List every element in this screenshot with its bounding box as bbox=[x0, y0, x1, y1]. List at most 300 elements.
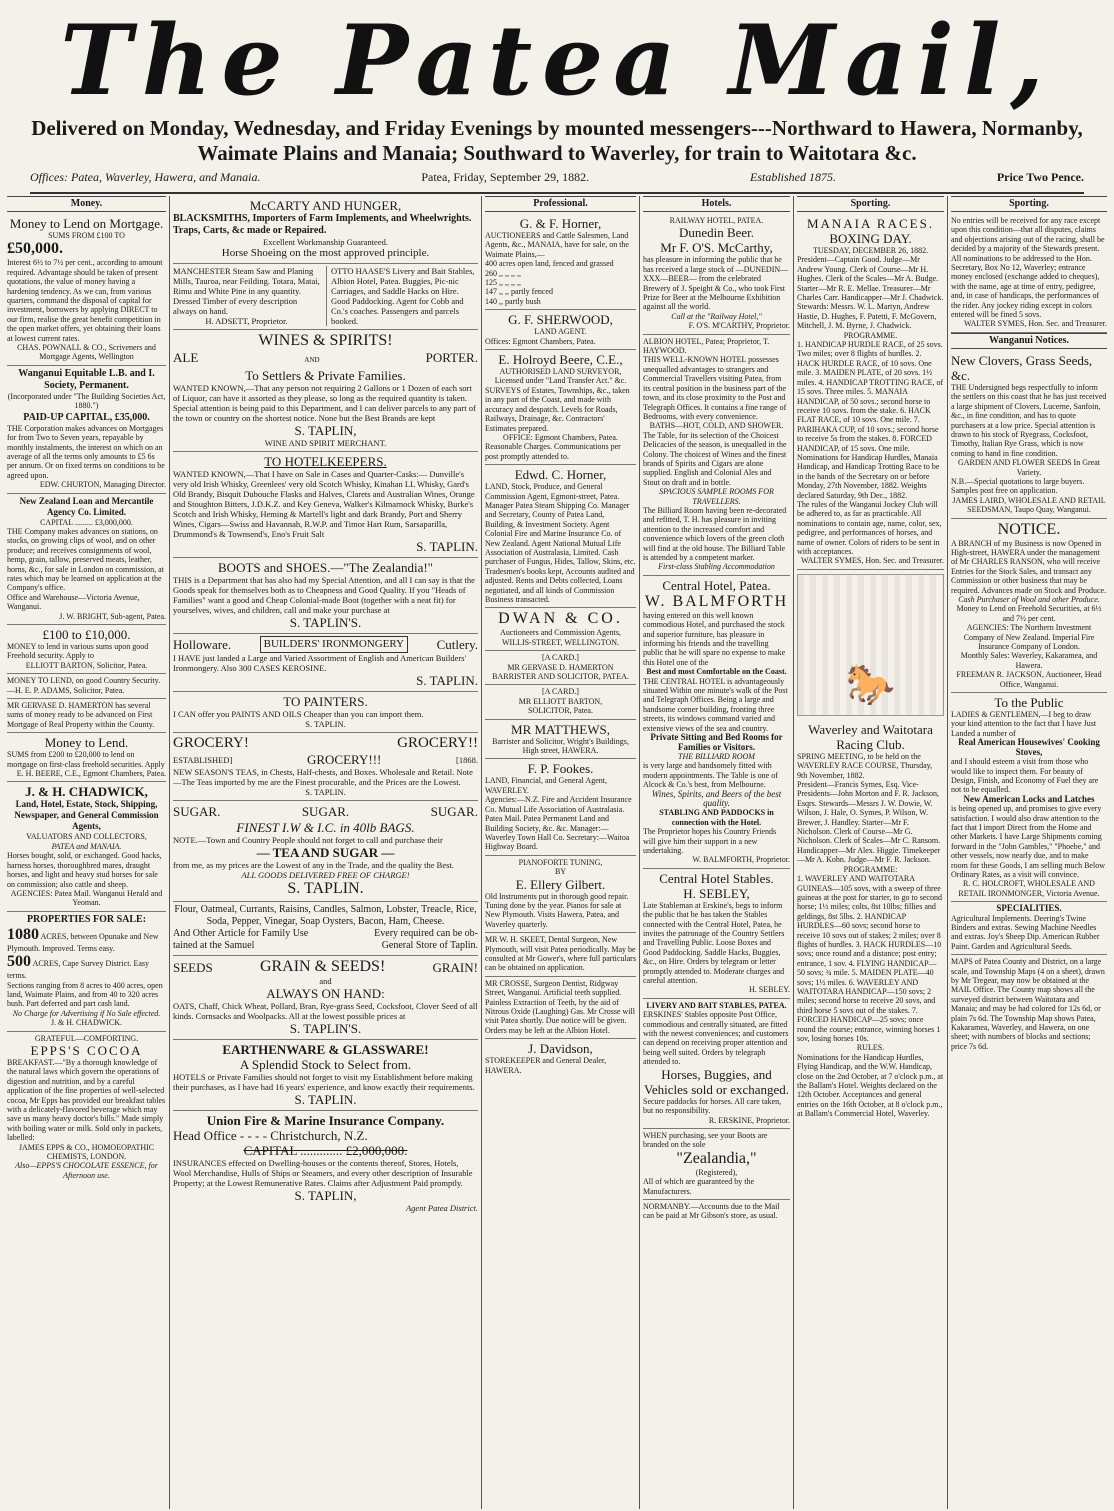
section-heading-sporting: Sporting. bbox=[951, 196, 1107, 212]
land-row: 147 ,, ,, partly fenced bbox=[485, 287, 553, 297]
ad-agencies: AGENCIES: The Northern Investment Company of New Zealand. Imperial Fire Insurance Company of London. bbox=[963, 623, 1095, 652]
grain-label: GRAIN! bbox=[432, 959, 478, 975]
ad-title: To the Public bbox=[994, 695, 1064, 711]
ad-title: Money to Lend. bbox=[44, 735, 129, 751]
ad-line: Money to Lend on Freehold Securities, at 6½ and 7½ per cent. bbox=[956, 604, 1102, 623]
ad-title: Union Fire & Marine Insurance Company. bbox=[206, 1113, 445, 1128]
ad-body: NOTE.—Town and Country People should not forget to call and purchase their bbox=[173, 835, 443, 845]
ad-body: SURVEYS of Estates, Townships, &c., taken in any part of the Coast, and made with accuracy and despatch. Levels for Roads, Railways, Drainage, &c. Contractors' Estimates prepared. bbox=[485, 385, 630, 433]
ad-line: VALUATORS AND COLLECTORS, bbox=[26, 832, 147, 842]
ad-body: Nominations for the Handicap Hurdles, Flying Handicap, and the W.W. Handicap, close on the 2nd October, at 7 o'clock p.m., at the Ballam's Hotel. Weights declared on the 12th October. Acceptances and general entries on the 16th October, at 8 o'clock p.m., at Ballam's Commercial Hotel, Waverley. bbox=[797, 1052, 944, 1119]
ad-title: Edwd. C. Horner, bbox=[514, 467, 607, 483]
ad-body: and I should esteem a visit from those who would like to inspect them. For beauty of Design, Finish, and Economy of Fuel they are not to be equalled. bbox=[951, 757, 1099, 795]
ad-officers: President—Captain Good. Judge—Mr Andrew Young. Clerk of Course—Mr H. Hughes. Clerk of the Scales—Mr A. Budge. Starter—Mr R. E. Mellae. Treasurer—Mr Charles Carr. Handicapper—Mr J. Chadwick. bbox=[797, 255, 944, 303]
ad-subtitle: LAND AGENT. bbox=[534, 327, 587, 337]
masthead bbox=[0, 6, 1114, 166]
programme-label: PROGRAMME: bbox=[843, 864, 898, 874]
ad-subtitle: AUTHORISED LAND SURVEYOR, Licensed under "Land Transfer Act." &c. bbox=[494, 367, 627, 386]
ad-note: N.B.—Special quotations to large buyers. Samples post free on application. bbox=[951, 476, 1085, 496]
acreage-text: ACRES, between Opunake and New Plymouth. Improved. Terms easy. bbox=[7, 931, 159, 953]
ad-name: H. SEBLEY, bbox=[683, 885, 750, 901]
sugar-label: SUGAR. bbox=[301, 804, 350, 819]
ad-manaia-races bbox=[797, 214, 944, 570]
ad-line: BATHS—HOT, COLD, AND SHOWER. bbox=[649, 421, 784, 431]
ad-body: No entries will be received for any race except upon this condition—that all disputes, claims and objections arising out of the racing, shall be decided by a majority of the Stewards present. All nominations to be addressed to the Hon. Secretary, Box No 12, Waverley; entrance money enclosed (exchange added to cheques), with the name, age at time of entry, pedigree, and, in case of handicaps, the performances of the rider. Any jockey riding except in colors entered will be fined 5 sovs. bbox=[951, 216, 1105, 320]
ad-line: GARDEN AND FLOWER SEEDS In Great Variety. bbox=[958, 458, 1100, 477]
grocery-label: GROCERY!!! bbox=[306, 752, 382, 767]
ad-line: (Registered), bbox=[695, 1167, 738, 1177]
ad-capital: CAPITAL ......... £3,000,000. bbox=[40, 517, 133, 527]
ad-grain-seeds bbox=[173, 956, 478, 1040]
ad-signature: JAMES EPPS & CO., HOMOEOPATHIC CHEMISTS, LONDON. bbox=[18, 1142, 155, 1162]
ad-body: WANTED KNOWN,—That I have on Sale in Cases and Quarter-Casks:— Dunville's very old Irish Whisky, Greenlees' very old Scotch Whisky, Kinahan LL Whisky, Gard's Old Brandy, Bisquit Dubouche Flasks and Halves, Clarets and Australian Wines, Orange and Stoughton Bitters, J.D.K.Z. and Key Geneva, Walker's Kilmarnock Whisky, Burke's Scotch and Irish Whisky, Heming & Martell's light and dark Brandy, Port and Sherry Wines, Cigars—Swiss and Havannah, R.W.P. and Timor Hart Rum, Sarsaparilla, Drummond's & Townsend's, Eno's Fruit Salt bbox=[173, 469, 475, 539]
ad-body: The Proprietor hopes his Country Friends will give him their support in a new undertaking. bbox=[643, 827, 777, 855]
ad-epps-cocoa bbox=[7, 1032, 166, 1184]
ad-line: Real American Housewives' Cooking Stoves, bbox=[958, 737, 1100, 757]
year-label: [1868. bbox=[456, 754, 478, 765]
ad-sherwood bbox=[485, 310, 636, 350]
ad-body: INSURANCES effected on Dwelling-houses or the contents thereof, Stores, Hotels, Wool Merchandise, Hulls of Ships or Steamers, and every other description of Insurable Property; at the Lowest Remunerative Rates. Claims after Adjustment Paid promptly. bbox=[173, 1158, 473, 1188]
column-money bbox=[4, 196, 170, 1509]
ad-subtitle: FINEST I.W & I.C. in 40lb BAGS. bbox=[236, 820, 415, 835]
ad-line: SPACIOUS SAMPLE ROOMS FOR TRAVELLERS. bbox=[659, 487, 774, 506]
ad-body: AUCTIONEERS and Cattle Salesmen, Land Agents, &c., MANAIA, have for sale, on the Waimate Plains,— bbox=[485, 231, 629, 259]
ad-note: ALL GOODS DELIVERED FREE OF CHARGE! bbox=[241, 870, 410, 880]
ad-list: Flour, Oatmeal, Currants, Raisins, Candles, Salmon, Lobster, Treacle, Rice, Soda, Pepper, Vinegar, Soap Oysters, Bacon, Ham, Cheese. bbox=[174, 904, 477, 927]
land-row: 125 ,, ,, ,, ,, bbox=[485, 278, 521, 288]
section-heading-professional: Professional. bbox=[485, 196, 636, 212]
ad-davidson bbox=[485, 1039, 636, 1078]
ad-subtitle: WINE AND SPIRIT MERCHANT. bbox=[264, 438, 387, 448]
ad-title: MANAIA RACES. bbox=[806, 216, 935, 231]
ad-signature: H. ADSETT, Proprietor. bbox=[205, 316, 288, 326]
ad-maps bbox=[951, 955, 1107, 1054]
ad-signature: S. TAPLIN'S. bbox=[289, 615, 362, 630]
ad-matthews bbox=[485, 720, 636, 760]
ad-title: PROPERTIES FOR SALE: bbox=[26, 913, 147, 925]
ad-hotelkeepers bbox=[173, 452, 478, 558]
ad-head-office: Head Office - - - - Christchurch, N.Z. bbox=[173, 1128, 368, 1143]
ad-body: THE Company makes advances on stations, on stocks, on growing clips of wool, and on other produce; and receives consignments of wool, hemp, grain, tallow, preserved meats, leather, horns, &c., for sale in London on commission, at rates which may be learned on application at the Company's office. bbox=[7, 526, 164, 593]
ad-body: Barrister and Solicitor, Wright's Buildings, High street, HAWERA. bbox=[492, 736, 629, 756]
ad-subtitle: ALWAYS ON HAND: bbox=[266, 986, 385, 1001]
acreage-text: ACRES, Cape Survey District. Easy terms. bbox=[7, 959, 149, 981]
ad-title: MR MATTHEWS, bbox=[511, 721, 610, 737]
brand-name: "Zealandia," bbox=[676, 1149, 757, 1167]
ad-union-insurance bbox=[173, 1111, 478, 1216]
ad-title: New Clovers, Grass Seeds, &c. bbox=[951, 352, 1093, 383]
ad-body: is being opened up, and promises to give every satisfaction. I would also draw attention to the fact that I import Direct from the Home and other Markets. I have Large Shipments coming forward in the "John Gambles," "Phoebe," and other vessels, now nearly due, and to make room for these Goods, I am selling much Below Ordinary Rates, as a visit will convince. bbox=[951, 804, 1105, 879]
ad-signature: EDW. CHURTON, Managing Director. bbox=[39, 480, 166, 490]
ad-name: Mr F. O'S. McCarthy, bbox=[660, 240, 773, 256]
column-taplin bbox=[170, 196, 482, 1509]
ad-title: PIANOFORTE TUNING, bbox=[518, 857, 603, 867]
ad-note: Call at the "Railway Hotel," bbox=[671, 311, 762, 321]
ad-line: New American Locks and Latches bbox=[963, 793, 1095, 804]
ad-zealandia-boots bbox=[643, 1129, 790, 1200]
price-text: Price Two Pence. bbox=[996, 169, 1084, 184]
ad-title: Money to Lend on Mortgage. bbox=[9, 216, 164, 231]
card-label: [A CARD.] bbox=[542, 687, 579, 697]
and-label: and bbox=[319, 976, 332, 986]
ad-title: EPPS'S COCOA bbox=[30, 1042, 143, 1058]
ad-title: J. Davidson, bbox=[528, 1041, 593, 1057]
ad-signature: H. SEBLEY. bbox=[749, 985, 790, 995]
ad-body: THIS WELL-KNOWN HOTEL possesses unequalled advantages to strangers and Commercial Travellers visiting Patea, from its central position in the business part of the town, and its close proximity to the Post and Telegraph Offices. It contains a fine range of Bedrooms, with every convenience. bbox=[643, 355, 787, 421]
ad-title: G. & F. Horner, bbox=[519, 216, 602, 231]
acreage-number: 1080 bbox=[7, 925, 39, 943]
ad-name: E. Ellery Gilbert. bbox=[515, 876, 606, 892]
ad-body: NORMANBY.—Accounts due to the Mail can be paid at Mr Gibson's store, as usual. bbox=[643, 1201, 780, 1221]
ad-line: THE BILLIARD ROOM bbox=[678, 751, 755, 761]
ad-body: THE CENTRAL HOTEL is advantageously situated Within one minute's walk of the Post and Telegraph Offices. Being a large and handsome corner building, fronting three streets, its windows command varied and extensive views of the sea and country. bbox=[643, 676, 788, 733]
programme-label: PROGRAMME. bbox=[843, 330, 898, 340]
ad-holcroft bbox=[951, 693, 1107, 902]
ad-grocery bbox=[173, 733, 478, 801]
delivery-subtitle: Delivered on Monday, Wednesday, and Friday Evenings by mounted messengers---Northward to Hawera, Normanby, Waimate Plains and Manaia; Southward to Waverley, for train to Waitotara &c. bbox=[31, 116, 1083, 165]
ad-body: MR GERVASE D. HAMERTON has several sums of money ready to be advanced on First Mortgage of Real Property within the County. bbox=[7, 701, 155, 729]
ad-signature: S. TAPLIN. bbox=[294, 1092, 357, 1107]
ad-title: ALBION HOTEL, Patea; Proprietor, T. HAYWOOD. bbox=[643, 336, 770, 356]
ad-subtitle: A Splendid Stock to Select from. bbox=[239, 1057, 412, 1072]
ad-signature: JAMES LAIRD, WHOLESALE AND RETAIL SEEDSMAN, Taupo Quay, Wanganui. bbox=[952, 495, 1106, 515]
ad-capital: CAPITAL ............. £2,000,000. bbox=[243, 1143, 408, 1158]
ad-signature: F. O'S. M'CARTHY, Proprietor. bbox=[688, 321, 790, 331]
ad-notice-jackson bbox=[951, 519, 1107, 694]
ad-specialities bbox=[951, 902, 1107, 955]
ad-place: PATEA and MANAIA. bbox=[51, 841, 122, 851]
issue-date: Patea, Friday, September 29, 1882. bbox=[421, 169, 590, 184]
ad-list: Manager Patea Steam Shipping Co. Manager and Secretary, County of Patea Land, Building, & Investment Society. Agent Colonial Fire and Marine Insurance Co. of New Zealand. Agent National Mutual Life Association of Australasia, Limited. Cash purchaser of Fungus, Hides, Tallow, Skins, etc. Tradesmen's books kept, Accounts audited and adjusted. Rents and Debts collected, Loans negotiated, and all kinds of Commission Business transacted. bbox=[485, 500, 636, 604]
columns bbox=[4, 196, 1110, 1509]
ad-body: WHEN purchasing, see your Boots are branded on the sole bbox=[643, 1130, 768, 1150]
ad-body: LAND, Financial, and General Agent, WAVERLEY. bbox=[485, 776, 607, 795]
ad-line: Wines, Spirits, and Beers of the best quality. bbox=[651, 788, 782, 808]
ad-signature: ELLIOTT BARTON, Solicitor, Patea. bbox=[25, 660, 148, 670]
ad-footer: Horse Shoeing on the most approved principle. bbox=[221, 247, 430, 259]
ad-waverley-racing bbox=[797, 720, 944, 1122]
ad-railway-hotel bbox=[643, 214, 790, 335]
ad-body: STOREKEEPER and General Dealer, HAWERA. bbox=[485, 1056, 607, 1075]
ad-body: MR W. H. SKEET, Dental Surgeon, New Plymouth, will visit Patea periodically. May be consulted at Mr Gower's, where full particulars can be obtained on application. bbox=[485, 935, 636, 973]
ad-body: Late Stableman at Erskine's, begs to inform the public that he has taken the Stables connected with the Central Hotel, Patea, he invites the patronage of the Country Settlers and Travelling Public. Loose Boxes and Good Paddocking. Saddle Hacks, Buggies, &c., on Hire. Orders by telegram or letter promptly attended to. Moderate charges and careful attention. bbox=[643, 900, 785, 986]
ad-body: has pleasure in informing the public that he has received a large stock of —DUNEDIN—XXX—BEER— from the celebrated Brewery of J. Speight & Co., who took First Prize for Beer at the Melbourne Exhibition against all the world. bbox=[643, 255, 789, 312]
ad-manchester-mills bbox=[173, 266, 320, 326]
ad-body: SPRING MEETING, to be held on the WAVERLEY RACE COURSE, Thursday, 9th November, 1882. bbox=[797, 751, 933, 780]
newspaper-title: The Patea Mail, bbox=[60, 4, 1054, 117]
ad-body: BARRISTER AND SOLICITOR, PATEA. bbox=[492, 672, 629, 682]
ad-normanby bbox=[643, 1200, 790, 1224]
ad-stewards: Stewards: Messrs. W. L. Martyn, Andrew Hastie, D. Hughes, F. Patetti, F. McGovern, Mitchell, J. M. Byrne, J. Chadwick. bbox=[797, 302, 937, 331]
ad-line: First-class Stabling Accommodation bbox=[658, 562, 775, 572]
ad-title: EARTHENWARE & GLASSWARE! bbox=[222, 1042, 429, 1057]
ad-body: WANTED KNOWN,—That any person not requiring 2 Gallons or 1 Dozen of each sort of Liquor, can have it assorted as they please, so long as the required quantity is taken. Special attention is being paid to this Department, and I can deliver parcels to any part of the town or country on the shortest notice. None but the Best Brands are kept bbox=[173, 383, 476, 423]
ad-body: Auctioneers and Commission Agents, WILLIS-STREET, WELLINGTON. bbox=[500, 628, 621, 647]
ad-lend-beere bbox=[7, 733, 166, 782]
ad-signature: S. TAPLIN. bbox=[305, 787, 346, 797]
ad-body: from me, as my prices are the Lowest of any in the Trade, and the quality the Best. bbox=[173, 860, 454, 870]
ad-body: Offices: Egmont Chambers, Patea. bbox=[485, 336, 596, 346]
ad-otto-haase bbox=[326, 266, 478, 326]
ad-subtitle: To Settlers & Private Families. bbox=[245, 368, 406, 383]
ad-body: The rules of the Wanganui Jockey Club will be adhered to, as far as practicable. All nominations to contain age, name, color, sex, pedigree, and performances of horses, and name of owner. Colors of riders to be sent in with acceptances. bbox=[797, 499, 942, 556]
ad-chadwick bbox=[7, 782, 166, 911]
ad-body: Secure paddocks for horses. All care taken, but no responsibility. bbox=[643, 1096, 782, 1116]
ad-title: G. F. SHERWOOD, bbox=[508, 312, 613, 328]
ad-note: Reasonable Charges. Communications per post promptly attended to. bbox=[485, 442, 621, 461]
ad-signature: E. H. BEERE, C.E., Egmont Chambers, Patea. bbox=[16, 769, 166, 779]
ad-text: Every required can be ob- General Store of Taplin. bbox=[374, 928, 478, 951]
ad-signature: CHAS. POWNALL & CO., Scriveners and Mortgage Agents, Wellington bbox=[17, 343, 156, 362]
ad-signature: FREEMAN R. JACKSON, Auctioneer, Head Office, Wanganui. bbox=[956, 670, 1102, 689]
ad-body: LAND, Stock, Produce, and General Commission Agent, Egmont-street, Patea. bbox=[485, 482, 620, 501]
ad-title: J. & H. CHADWICK, bbox=[25, 784, 148, 800]
ad-title: GRAIN & SEEDS! bbox=[259, 958, 386, 975]
ad-title: TO HOTELKEEPERS. bbox=[264, 454, 387, 469]
ad-signature: R. ERSKINE, Proprietor. bbox=[708, 1115, 790, 1125]
ad-body: SUMS from £200 to £20,000 to lend on mortgage on first-class freehold securities. Apply bbox=[7, 750, 165, 769]
ad-title: MR GERVASE D. HAMERTON bbox=[507, 662, 614, 672]
ad-boots-shoes bbox=[173, 558, 478, 634]
ad-line: Cash Purchaser of Wool and other Produce. bbox=[958, 595, 1100, 604]
acreage-number: 500 bbox=[7, 953, 31, 971]
ad-gf-horner bbox=[485, 214, 636, 310]
ad-signature: S. TAPLIN. bbox=[305, 719, 346, 729]
column-hotels bbox=[640, 196, 794, 1509]
ad-wanganui-equitable bbox=[7, 366, 166, 494]
ad-body: Horses bought, sold, or exchanged. Good hacks, harness horses, thoroughbred mares, draught horses, and light and heavy stud horses for sale on commission; also cattle and sheep. bbox=[7, 851, 162, 889]
ad-body: I CAN offer you PAINTS AND OILS Cheaper than you can import them. bbox=[173, 709, 424, 719]
ad-signature: WALTER SYMES, Hon. Sec. and Treasurer. bbox=[800, 556, 944, 566]
ad-skeet-dental bbox=[485, 933, 636, 977]
ad-body: (Incorporated under "The Building Societies Act, 1880.") bbox=[7, 391, 166, 411]
ad-body: having entered on this well known commodious Hotel, and purchased the stock and superior furniture, has pleasure in informing his friends and the travelling public that he will spare no expense to make this Hotel one of the bbox=[643, 610, 786, 667]
ad-amount: £50,000. bbox=[7, 240, 63, 258]
ad-tagline: GRATEFUL—COMFORTING. bbox=[34, 1033, 139, 1043]
grocery-label: GROCERY!! bbox=[397, 735, 478, 751]
ad-line: SUMS FROM £100 TO bbox=[48, 231, 125, 240]
land-row: 260 ,, ,, ,, ,, bbox=[485, 268, 521, 278]
ironmongery-label: BUILDERS' IRONMONGERY bbox=[260, 636, 408, 653]
ad-title: £100 to £10,000. bbox=[42, 627, 131, 642]
ad-title: New Zealand Loan and Mercantile Agency Co. Limited. bbox=[19, 495, 154, 517]
ad-barton-card bbox=[485, 685, 636, 719]
ad-body: Sections ranging from 8 acres to 400 acres, open land, Waimate Plains, and from 40 to 320 acres bush. Part deferred and part cash land. bbox=[7, 980, 163, 1009]
established-text: Established 1875. bbox=[750, 169, 836, 184]
ad-title: McCARTY AND HUNGER, bbox=[249, 198, 402, 213]
ad-signature: S. TAPLIN'S. bbox=[289, 1021, 362, 1036]
land-row: 140 ,, partly bush bbox=[485, 296, 541, 306]
section-heading-sporting: Sporting. bbox=[797, 196, 944, 212]
ad-line: Private Sitting and Bed Rooms for Families or Visitors. bbox=[650, 732, 783, 752]
ad-name: W. BALMFORTH bbox=[644, 592, 789, 610]
ad-title: E. Holroyd Beere, C.E., bbox=[498, 352, 623, 368]
ad-sugar bbox=[173, 801, 478, 902]
holloware-label: Holloware. bbox=[173, 637, 232, 652]
ad-beere bbox=[485, 350, 636, 465]
ad-crosse-dentist bbox=[485, 977, 636, 1039]
ad-row bbox=[173, 264, 478, 330]
ad-title: TO PAINTERS. bbox=[283, 694, 368, 709]
ad-lend-barton bbox=[7, 625, 166, 674]
ad-title: RAILWAY HOTEL, PATEA. bbox=[669, 216, 764, 225]
ad-title: BOOTS and SHOES.—"The Zealandia!" bbox=[218, 560, 433, 575]
ad-signature: S. TAPLIN. bbox=[416, 673, 478, 688]
ad-racing-conditions bbox=[951, 214, 1107, 333]
ad-list: Agencies:—N.Z. Fire and Accident Insurance Co. Mutual Life Association of Australasia. Patea Mail. Patea Permanent Land and Building Society, &c. &c. Manager:—Waverley Town Hall Co. Secretary:—Waitoa Highway Board. bbox=[485, 795, 632, 852]
card-label: [A CARD.] bbox=[542, 653, 579, 663]
ad-livery-stables bbox=[643, 999, 790, 1129]
ad-signature: S. TAPLIN, bbox=[294, 1188, 357, 1203]
section-heading-hotels: Hotels. bbox=[643, 196, 790, 212]
column-professional bbox=[482, 196, 640, 1509]
cutlery-label: Cutlery. bbox=[436, 637, 478, 652]
ad-footer: Also—EPPS'S CHOCOLATE ESSENCE, for Afternoon use. bbox=[15, 1161, 158, 1180]
ad-central-hotel bbox=[643, 576, 790, 869]
ad-title: F. P. Fookes. bbox=[527, 761, 594, 777]
column-sporting bbox=[794, 196, 948, 1509]
ad-signature: S. TAPLIN. bbox=[416, 539, 478, 554]
established-label: ESTABLISHED] bbox=[173, 754, 233, 765]
ad-line: STABLING AND PADDOCKS in connection with the Hotel. bbox=[659, 808, 774, 827]
ad-albion-hotel bbox=[643, 335, 790, 576]
sugar-label: SUGAR. bbox=[173, 804, 221, 819]
ad-subtitle: Land, Hotel, Estate, Stock, Shipping, Newspaper, and General Commission Agents, bbox=[14, 799, 159, 832]
ad-fookes bbox=[485, 759, 636, 855]
ad-text: And Other Article for Family Use tained at the Samuel bbox=[173, 928, 309, 951]
ad-signature: WALTER SYMES, Hon. Sec. and Treasurer. bbox=[963, 319, 1107, 329]
ad-note: No Charge for Advertising if No Sale effected. bbox=[12, 1008, 161, 1018]
ad-title: Central Hotel, Patea. bbox=[662, 577, 771, 593]
ad-title: Waverley and Waitotara Racing Club. bbox=[808, 721, 933, 752]
ad-text: THE Corporation makes advances on Mortgages for from Two to Seven years, repayable by monthly instalments, the interest on which on an average of all the terms only amounts to £5 6s per annum. Or on fixed terms on conditions to be agreed upon. bbox=[7, 423, 165, 480]
section-heading-wanganui-notices: Wanganui Notices. bbox=[951, 333, 1107, 349]
ad-body: SOLICITOR, Patea. bbox=[528, 706, 593, 716]
ad-line: Horses, Buggies, and Vehicles sold or exchanged. bbox=[643, 1066, 790, 1097]
land-row: 400 acres open land, fenced and grassed bbox=[485, 259, 614, 269]
ad-lend-adams bbox=[7, 674, 166, 699]
ad-title: Central Hotel Stables. bbox=[659, 870, 774, 886]
ad-line: Monthly Sales: Waverley, Kakaramea, and Hawera. bbox=[960, 651, 1098, 670]
ad-mortgage bbox=[7, 214, 166, 366]
tea-sugar-banner: — TEA AND SUGAR — bbox=[256, 845, 395, 860]
ad-body: Nominations for Handicap Hurdles, Manaia Handicap, and Handicap Trotting Race to be in the hands of the Secretary on or before Monday, 27th November, 1882. Weights declared Saturday, 9th Dec., 1882. bbox=[797, 452, 940, 500]
ad-title: LIVERY AND BAIT STABLES, PATEA. bbox=[646, 1000, 787, 1010]
ad-dwan bbox=[485, 608, 636, 651]
ad-hamerton-card bbox=[485, 651, 636, 685]
ad-list: 1. WAVERLEY AND WAITOTARA GUINEAS—105 sovs, with a sweep of three guineas at the post for starter, to go to second horse; 1½ miles; colts, 8st 10lbs; fillies and geldings, 8st 5lbs. 2. HANDICAP HURDLES—60 sovs; second horse to receive 10 sovs out of stakes; 2 miles; over 8 flights of hurdles. 3. HACK HURDLES—10 sovs; once round and a distance; post entry; entrance, 1 sov. 4. FLYING HANDICAP—50 sovs; ¾ mile. 5. MAIDEN PLATE—40 sovs; 1½ miles. 6. WAVERLEY AND WAITOTARA HANDICAP—150 sovs; 2 miles; second horse to receive 20 sovs, and third horse 5 sovs out of the stakes. 7. FORCED HANDICAP—25 sovs; once round the course; entrance, winning horses 1 sov, losing horses 10s. bbox=[797, 874, 942, 1043]
ad-properties bbox=[7, 912, 166, 1032]
ad-subtitle: Dunedin Beer. bbox=[678, 225, 755, 241]
ad-edwd-horner bbox=[485, 465, 636, 608]
ad-office: OFFICE: Egmont Chambers, Patea. bbox=[503, 432, 618, 442]
ad-nz-loan bbox=[7, 494, 166, 625]
seeds-label: SEEDS bbox=[173, 959, 213, 975]
ad-body: LADIES & GENTLEMEN,—I beg to draw your kind attention to the fact that I have Just Landed a number of bbox=[951, 710, 1097, 738]
ad-title: WINES & SPIRITS! bbox=[258, 332, 393, 349]
ad-body: MR CROSSE, Surgeon Dentist, Ridgway Street, Wanganui. Artificial teeth supplied. Painless Extraction of Teeth, by the aid of Nitrous Oxide (Laughing) Gas. Mr Crosse will visit Patea shortly. Due notice will be given. Orders may be left at the Albion Hotel. bbox=[485, 978, 635, 1035]
ad-body: OATS, Chaff, Chick Wheat, Pollard, Bran, Rye-grass Seed, Cocksfoot, Clover Seed of all kinds. Cornsacks and Woolpacks. All at the lowest possible prices at bbox=[173, 1001, 478, 1021]
dateline bbox=[30, 168, 1084, 194]
ad-body: Agricultural Implements. Deering's Twine Binders and extras. Sewing Machine Needles and extras. Joy's Sheep Dip. American Rubber Paint. Garden and Agricultural Seeds. bbox=[951, 913, 1100, 951]
ad-date: TUESDAY, DECEMBER 26, 1882. bbox=[812, 246, 929, 255]
offices-text: Offices: Patea, Waverley, Hawera, and Manaia. bbox=[30, 169, 261, 184]
ad-subtitle: BOXING DAY. bbox=[829, 231, 912, 246]
and-label: AND bbox=[304, 356, 320, 364]
ad-hamerton bbox=[7, 699, 166, 733]
ad-body: THIS is a Department that has also had my Special Attention, and all I can say is that the Goods speak for themselves both as to Cheapness and Good Quality. If you "Heads of Families" want a good and Cheap Colonial-made Boot (together with a neat fit) for yourselves, wives, and children, call and make your purchase at bbox=[173, 575, 475, 615]
ad-body: THE Undersigned begs respectfully to inform the settlers on this coast that he has just received a large shipment of Clovers, Lucerne, Sanfoin, &c., in fine condition, and has to quote purchasers at a low price. Special attention is drawn to his stock of Ryegrass, Cocksfoot, Timothy, Italian Rye Grass, which is now coming to hand in fine condition. bbox=[951, 382, 1107, 458]
ad-body: BLACKSMITHS, Importers of Farm Implements, and Wheelwrights. Traps, Carts, &c made or Repaired. bbox=[173, 213, 472, 236]
by-label: BY bbox=[554, 867, 567, 877]
ad-signature: J. W. BRIGHT, Sub-agent, Patea. bbox=[59, 611, 166, 621]
ad-agencies: AGENCIES: Patea Mail. Wanganui Herald and Yeoman. bbox=[10, 888, 163, 908]
ale-label: ALE bbox=[173, 350, 199, 365]
ad-body: The Table, for its selection of the Choicest Delicacies of the season, is unequalled in the Colony. The choicest of Wines and the finest brands of Spirits and Cigars are alone supplied. English and Colonial Ales and Stout on draft and in bottle. bbox=[643, 430, 787, 487]
ad-wines-spirits bbox=[173, 330, 478, 452]
ad-body: MANCHESTER Steam Saw and Planing Mills, Tauroa, near Feilding. Totara, Matai, Rimu and White Pine in any quantity. Dressed Timber of every description always on hand. bbox=[173, 266, 320, 316]
ad-body: NEW SEASON'S TEAS, in Chests, Half-chests, and Boxes. Wholesale and Retail. Note—The Teas imported by me are the Finest procurable, and the Prices are the Lowest. bbox=[173, 767, 473, 787]
ad-general-store bbox=[173, 902, 478, 956]
ad-signature: W. BALMFORTH, Proprietor. bbox=[692, 855, 790, 865]
ad-earthenware bbox=[173, 1040, 478, 1111]
column-wanganui bbox=[948, 196, 1110, 1509]
ad-body: Old Instruments put in thorough good repair. Tuning done by the year. Pianos for sale at New Plymouth. Visits Hawera, Patea, and Waverley quarterly. bbox=[485, 891, 629, 929]
ad-ironmongery bbox=[173, 634, 478, 692]
section-heading-money: Money. bbox=[7, 196, 166, 212]
ad-body: A BRANCH of my Business is now Opened in High-street, HAWERA under the management of Mr CHARLES RANSON, who will receive Entries for the Stock Sales, and transact any Commission or other business that may be required. Advances made on Stock and Produce. bbox=[951, 538, 1107, 595]
ad-office: Office and Warehouse—Victoria Avenue, Wanganui. bbox=[7, 592, 140, 612]
ad-body: HOTELS or Private Families should not forget to visit my Establishment before making their purchases, as I have had 16 years' experience, and know exactly their requirements. bbox=[173, 1072, 475, 1092]
ad-body: Interest 6½ to 7½ per cent., according to amount required. Advantage should be taken of present quotations, the value of money having a hardening tendency. As we can, from various quarters, command the disposal of capital for investment, borrowers by applying DIRECT to our firm, realise the great benefit competition in the open market offers, yet obtaining their loans at lowest current rates. bbox=[7, 258, 163, 343]
ad-title: Wanganui Equitable L.B. and I. Society, Permanent. bbox=[18, 367, 155, 391]
ad-body: MONEY to lend in various sums upon good Freehold security. Apply to bbox=[7, 642, 149, 661]
ad-body: The Billiard Room having been re-decorated and refitted, T. H. has pleasure in inviting attention to the increased comfort and convenience which lovers of the green cloth will find at the old house. The Billiard Table is attended by a competent marker. bbox=[643, 505, 787, 562]
ad-officers: President—Francis Symes, Esq. Vice-Presidents—John Morton and F. R. Jackson, Esqrs. Stewards—Messrs J. W. Dowie, W. Wilson, J. Hale, O. Symes, P. Wilson, W. Brewer, J. Handley. Starter—Mr F. Nicholson. Clerk of Course—Mr G. Nicholson. Clerk of Scales—Mr C. Ransom. Handicapper—Mr Alex. Higgie. Timekeeper—Mr A. Kohn. Judge—Mr F. R. Jackson. bbox=[797, 780, 941, 865]
ad-signature: S. TAPLIN. bbox=[287, 880, 364, 897]
grocery-label: GROCERY! bbox=[173, 735, 249, 751]
ad-body: OTTO HAASE'S Livery and Bait Stables, Albion Hotel, Patea. Buggies, Pic-nic Carriages, and Saddle Hacks on Hire. Good Paddocking. Agent for Cobb and Co.'s coaches. Passengers and parcels booked. bbox=[331, 266, 475, 326]
ad-footer: Excellent Workmanship Guaranteed. bbox=[263, 237, 388, 247]
ad-subtitle: Agent Patea District. bbox=[405, 1203, 478, 1213]
ad-signature: S. TAPLIN, bbox=[294, 423, 357, 438]
ad-painters bbox=[173, 692, 478, 733]
ad-mccarty-hunger bbox=[173, 196, 478, 264]
ad-central-stables bbox=[643, 869, 790, 999]
ad-piano-tuning bbox=[485, 856, 636, 933]
racing-illustration bbox=[797, 574, 944, 716]
ad-title: NOTICE. bbox=[997, 520, 1061, 538]
ad-line: Best and most Comfortable on the Coast. bbox=[646, 667, 787, 677]
ad-capital: PAID-UP CAPITAL, £35,000. bbox=[23, 411, 150, 423]
ad-body: is very large and handsomely fitted with modern appointments. The Table is one of Alcock & Co.'s best, from Melbourne. bbox=[643, 761, 778, 790]
ad-title: DWAN & CO. bbox=[498, 610, 623, 628]
ad-clovers bbox=[951, 351, 1107, 519]
horse-icon: 🐎 bbox=[845, 661, 896, 707]
porter-label: PORTER. bbox=[425, 350, 478, 365]
ad-title: SPECIALITIES. bbox=[996, 903, 1062, 914]
sugar-label: SUGAR. bbox=[430, 804, 478, 819]
ad-list: 1. HANDICAP HURDLE RACE, of 25 sovs. Two miles; over 8 flights of hurdles. 2. HACK HURDLE RACE, of 10 sovs. One mile. 3. MAIDEN PLATE, of 20 sovs. 1½ miles. 4. HANDICAP TROTTING RACE, of 15 sovs. Three miles. 5. MANAIA HANDICAP, of 50 sovs.; second horse to receive 10 sovs. from the stake. 6. HACK FLAT RACE, of 10 sovs. One mile. 7. PARIHAKA CUP, of 10 sovs.; second horse to receive 5s from the stakes. 8. FORCED HANDICAP, of 15 sovs. One mile. bbox=[797, 340, 944, 453]
ad-signature: R. C. HOLCROFT, WHOLESALE AND RETAIL IRONMONGER, Victoria Avenue. bbox=[958, 879, 1100, 898]
ad-signature: J. & H. CHADWICK. bbox=[50, 1018, 123, 1028]
ad-body: All of which are guaranteed by the Manufacturers. bbox=[643, 1177, 755, 1196]
ad-body: MONEY TO LEND, on good Country Security.—H. E. P. ADAMS, Solicitor, Patea. bbox=[7, 676, 161, 695]
ad-body: ERSKINES' Stables opposite Post Office, commodious and centrally situated, are fitted with the newest conveniences; and customers can depend on receiving proper attention and being well suited. Orders by telegraph attended to. bbox=[643, 1010, 789, 1067]
ad-body: MAPS of Patea County and District, on a large scale, and Township Maps (4 on a sheet), drawn by Mr Tregear, may now be obtained at the MAIL Office. The County map shows all the surveyed district between Waitotara and Manaia; and may be had colored for 12s 6d, or plain 7s 6d. The Township Map shows Patea, Kakaramea, Waverley, and Hawera, on one sheet; with numbers of blocks and sections; price 7s 6d. bbox=[951, 957, 1105, 1051]
ad-title: MR ELLIOTT BARTON, bbox=[518, 696, 603, 706]
rules-label: RULES. bbox=[856, 1043, 885, 1053]
